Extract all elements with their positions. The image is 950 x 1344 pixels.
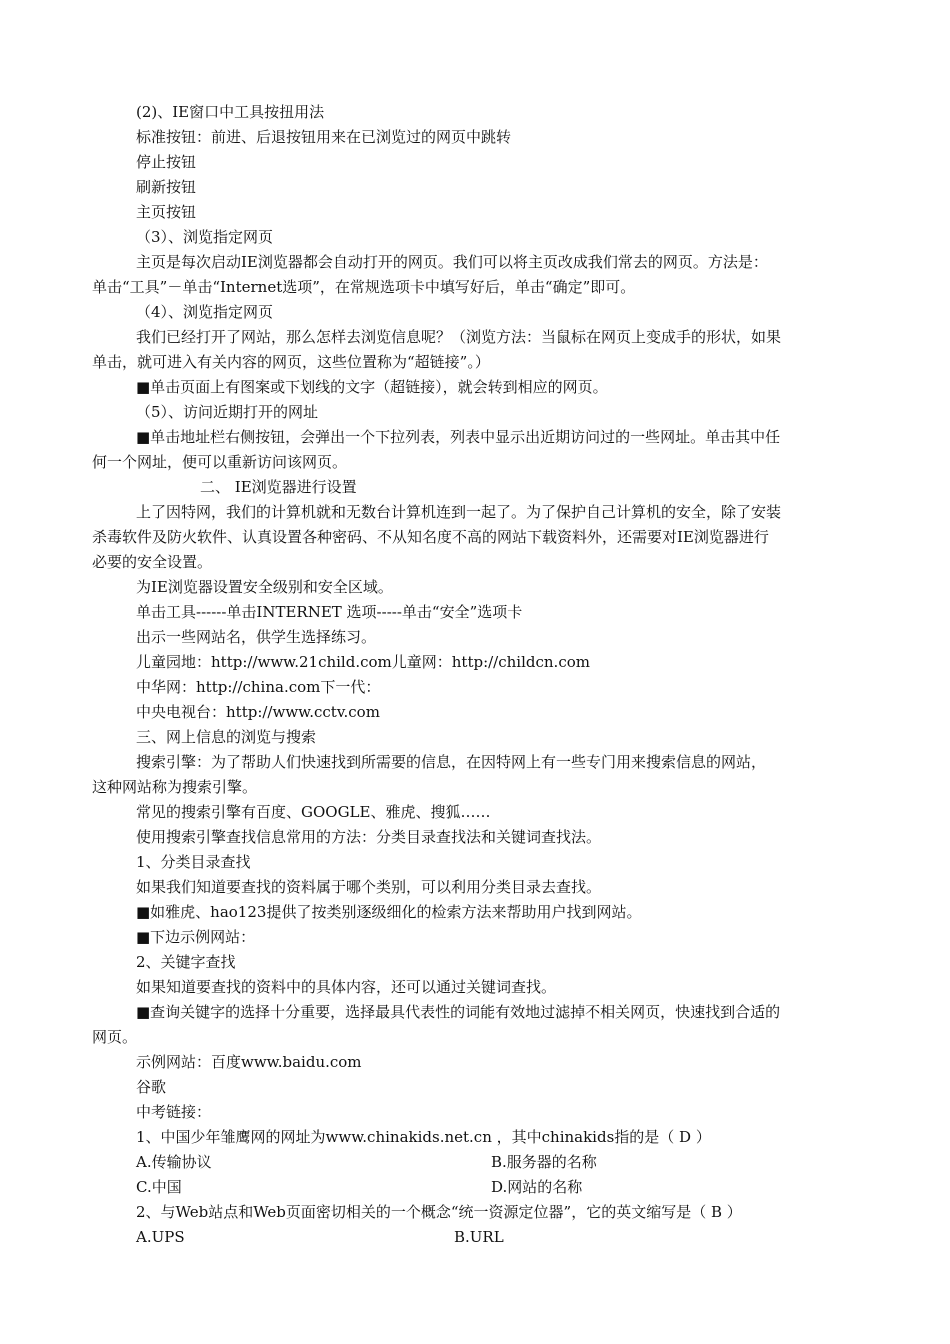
option-c: C.中国 — [136, 1178, 182, 1196]
text-line: (2)、IE窗口中工具按扭用法 — [136, 103, 325, 121]
option-row — [136, 1152, 950, 1172]
text-line: 停止按钮 — [136, 153, 197, 171]
text-line: 使用搜索引擎查找信息常用的方法：分类目录查找法和关键词查找法。 — [136, 828, 602, 846]
bullet-line: ■如雅虎、hao123提供了按类别逐级细化的检索方法来帮助用户找到网站。 — [136, 903, 642, 921]
text-line: 如果知道要查找的资料中的具体内容，还可以通过关键词查找。 — [136, 978, 557, 996]
option-a: A.传输协议 — [136, 1153, 212, 1171]
text-line: 示例网站：百度www.baidu.com — [136, 1053, 362, 1071]
text-line: 这种网站称为搜索引擎。 — [92, 778, 258, 796]
question-line: 1、中国少年雏鹰网的网址为www.chinakids.net.cn ，其中chinakids指的是（ D ） — [136, 1128, 711, 1146]
text-line: 必要的安全设置。 — [92, 553, 213, 571]
bullet-line: ■查询关键字的选择十分重要，选择最具代表性的词能有效地过滤掉不相关网页，快速找到合适的 — [136, 1003, 781, 1021]
text-line: 出示一些网站名，供学生选择练习。 — [136, 628, 377, 646]
text-line: 杀毒软件及防火软件、认真设置各种密码、不从知名度不高的网站下载资料外，还需要对IE浏览器进行 — [92, 528, 769, 546]
text-line: 谷歌 — [136, 1078, 167, 1096]
text-line: 常见的搜索引擎有百度、GOOGLE、雅虎、搜狐…… — [136, 803, 491, 821]
question-line: 2、与Web站点和Web页面密切相关的一个概念“统一资源定位器”，它的英文缩写是（ B ） — [136, 1203, 742, 1221]
text-line: 如果我们知道要查找的资料属于哪个类别，可以利用分类目录去查找。 — [136, 878, 602, 896]
bullet-line: ■下边示例网站： — [136, 928, 256, 946]
text-line: 单击工具------单击INTERNET 选项-----单击“安全”选项卡 — [136, 603, 523, 621]
bullet-line: ■单击页面上有图案或下划线的文字（超链接），就会转到相应的网页。 — [136, 378, 608, 396]
text-line: 中考链接： — [136, 1103, 212, 1121]
section-heading: 三、网上信息的浏览与搜索 — [136, 728, 317, 746]
bullet-line: ■单击地址栏右侧按钮，会弹出一个下拉列表，列表中显示出近期访问过的一些网址。单击其中任 — [136, 428, 781, 446]
url-line: 中华网：http://china.com下一代： — [136, 678, 381, 696]
option-b: B.URL — [454, 1228, 504, 1246]
section-heading: 二、 IE浏览器进行设置 — [200, 478, 357, 496]
text-line: 为IE浏览器设置安全级别和安全区域。 — [136, 578, 393, 596]
text-line: 上了因特网，我们的计算机就和无数台计算机连到一起了。为了保护自己计算机的安全，除了安装 — [136, 503, 782, 521]
option-b: B.服务器的名称 — [491, 1153, 597, 1171]
option-row — [136, 1227, 950, 1247]
option-row — [136, 1177, 950, 1197]
option-d: D.网站的名称 — [491, 1178, 583, 1196]
text-line: 单击，就可进入有关内容的网页，这些位置称为“超链接”。） — [92, 353, 490, 371]
text-line: 我们已经打开了网站，那么怎样去浏览信息呢？（浏览方法：当鼠标在网页上变成手的形状，如果 — [136, 328, 782, 346]
text-line: 主页是每次启动IE浏览器都会自动打开的网页。我们可以将主页改成我们常去的网页。方法是： — [136, 253, 768, 271]
text-line: 刷新按钮 — [136, 178, 197, 196]
text-line: 单击“工具”－单击“Internet选项”，在常规选项卡中填写好后，单击“确定”即可。 — [92, 278, 636, 296]
option-a: A.UPS — [136, 1228, 185, 1246]
text-line: 网页。 — [92, 1028, 138, 1046]
section-heading: （3）、浏览指定网页 — [136, 228, 274, 246]
section-heading: （5）、访问近期打开的网址 — [136, 403, 319, 421]
section-heading: 1、分类目录查找 — [136, 853, 251, 871]
section-heading: （4）、浏览指定网页 — [136, 303, 274, 321]
text-line: 主页按钮 — [136, 203, 197, 221]
url-line: 中央电视台：http://www.cctv.com — [136, 703, 380, 721]
url-line: 儿童园地：http://www.21child.com儿童网：http://childcn.com — [136, 653, 590, 671]
text-line: 标准按钮：前进、后退按钮用来在已浏览过的网页中跳转 — [136, 128, 512, 146]
text-line: 搜索引擎：为了帮助人们快速找到所需要的信息，在因特网上有一些专门用来搜索信息的网站， — [136, 753, 767, 771]
section-heading: 2、关键字查找 — [136, 953, 236, 971]
text-line: 何一个网址，便可以重新访问该网页。 — [92, 453, 348, 471]
